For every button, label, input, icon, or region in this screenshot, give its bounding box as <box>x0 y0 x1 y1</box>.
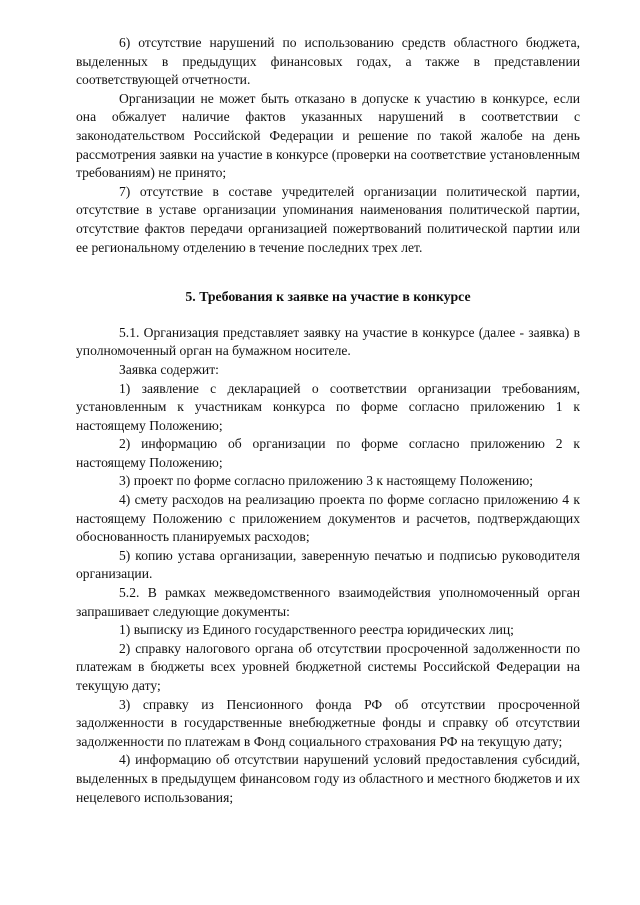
appeal-clause-paragraph: Организации не может быть отказано в допуске к участию в конкурсе, если она обжалует наличие фактов указанных нарушений в соответствии с законодательством Российской Федерации и решение по такой жалобе на день рассмотрения заявки на участие в конкурсе (проверки на соответствие установленным требованиям) не принято; <box>76 90 580 181</box>
section-spacer <box>76 257 580 288</box>
application-item-5: 5) копию устава организации, заверенную печатью и подписью руководителя организации. <box>76 547 580 582</box>
application-item-2: 2) информацию об организации по форме согласно приложению 2 к настоящему Положению; <box>76 436 580 470</box>
document-page <box>76 34 580 807</box>
application-item-3: 3) проект по форме согласно приложению 3 к настоящему Положению; <box>119 473 534 489</box>
application-contains-paragraph: Заявка содержит: <box>119 361 219 377</box>
clause-5-2-paragraph: 5.2. В рамках межведомственного взаимодействия уполномоченный орган запрашивает следующие документы: <box>76 585 580 619</box>
heading-spacer <box>76 307 580 324</box>
requested-doc-item-4: 4) информацию об отсутствии нарушений условий предоставления субсидий, выделенных в предыдущем финансовом году из областного и местного бюджетов и их нецелевого использования; <box>76 752 580 805</box>
application-item-1: 1) заявление с декларацией о соответствии организации требованиям, установленным к участникам конкурса по форме согласно приложению 1 к настоящему Положению; <box>76 380 580 433</box>
clause-5-1-paragraph: 5.1. Организация представляет заявку на участие в конкурсе (далее - заявка) в уполномоченный орган на бумажном носителе. <box>76 324 580 359</box>
requested-doc-item-2: 2) справку налогового органа об отсутствии просроченной задолженности по платежам в бюджеты всех уровней бюджетной системы Российской Федерации на текущую дату; <box>76 640 580 693</box>
application-item-4: 4) смету расходов на реализацию проекта по форме согласно приложению 4 к настоящему Положению с приложением документов и расчетов, подтверждающих обоснованность планируемых расходов; <box>76 492 580 545</box>
item-6-paragraph: 6) отсутствие нарушений по использованию средств областного бюджета, выделенных в предыдущих финансовых годах, а также в представлении соответствующей отчетности. <box>76 35 580 88</box>
requested-doc-item-1: 1) выписку из Единого государственного реестра юридических лиц; <box>119 622 514 638</box>
requested-doc-item-3: 3) справку из Пенсионного фонда РФ об отсутствии просроченной задолженности в государственные внебюджетные фонды и справку об отсутствии задолженности по платежам в Фонд социального страхования РФ на текущую дату; <box>76 696 580 749</box>
item-7-paragraph: 7) отсутствие в составе учредителей организации политической партии, отсутствие в уставе организации упоминания наименования политической партии, отсутствие фактов передачи организацией пожертвований политической партии или ее региональному отделению в течение последних трех лет. <box>76 183 580 255</box>
section-heading: 5. Требования к заявке на участие в конкурсе <box>185 289 471 305</box>
